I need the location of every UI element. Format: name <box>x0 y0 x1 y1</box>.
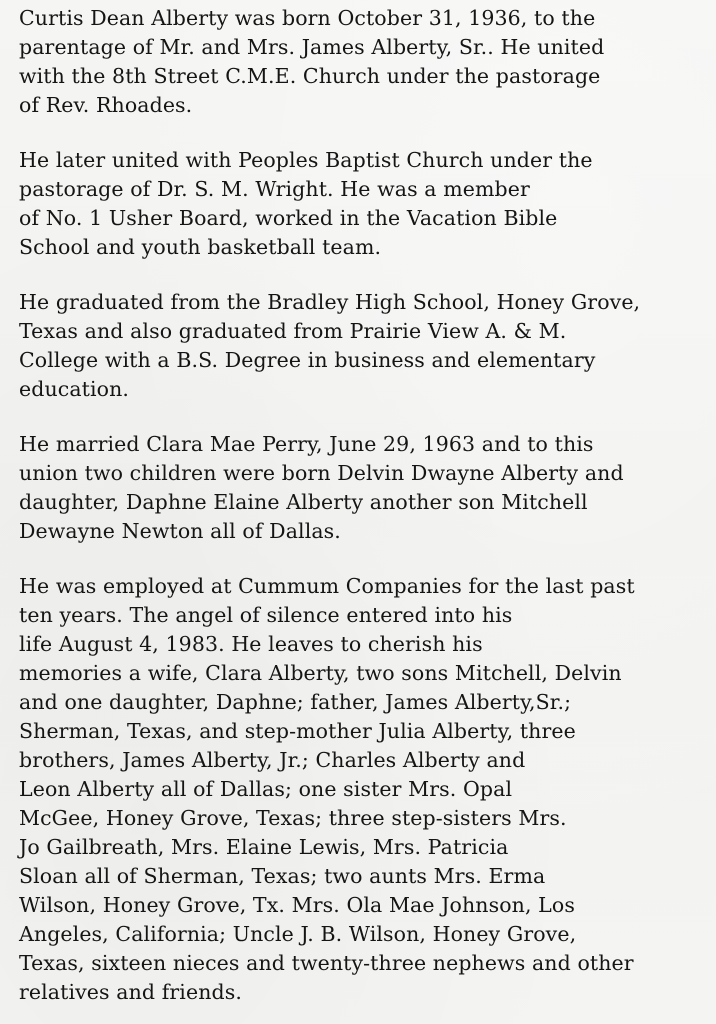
text-line: Angeles, California; Uncle J. B. Wilson, Honey Grove, <box>19 922 577 946</box>
text-line: Curtis Dean Alberty was born October 31, 1936, to the <box>19 6 596 30</box>
text-line: Sherman, Texas, and step-mother Julia Alberty, three <box>19 719 576 743</box>
paragraph-birth <box>19 4 709 120</box>
paragraph-church <box>19 146 709 262</box>
text-line: McGee, Honey Grove, Texas; three step-sisters Mrs. <box>19 806 567 830</box>
text-line: and one daughter, Daphne; father, James Alberty,Sr.; <box>19 690 572 714</box>
text-line: of Rev. Rhoades. <box>19 93 193 117</box>
text-line: He was employed at Cummum Companies for the last past <box>19 574 635 598</box>
text-line: Texas, sixteen nieces and twenty-three nephews and other <box>19 951 634 975</box>
text-line: parentage of Mr. and Mrs. James Alberty, Sr.. He united <box>19 35 605 59</box>
text-line: memories a wife, Clara Alberty, two sons Mitchell, Delvin <box>19 661 622 685</box>
text-line: He graduated from the Bradley High School, Honey Grove, <box>19 290 641 314</box>
text-line: College with a B.S. Degree in business and elementary <box>19 348 596 372</box>
text-line: education. <box>19 377 130 401</box>
text-line: Jo Gailbreath, Mrs. Elaine Lewis, Mrs. Patricia <box>19 835 509 859</box>
paragraph-education <box>19 288 709 404</box>
text-line: daughter, Daphne Elaine Alberty another son Mitchell <box>19 490 588 514</box>
paragraph-survivors <box>19 572 709 1007</box>
text-line: Wilson, Honey Grove, Tx. Mrs. Ola Mae Johnson, Los <box>19 893 575 917</box>
text-line: School and youth basketball team. <box>19 235 382 259</box>
text-line: life August 4, 1983. He leaves to cherish his <box>19 632 483 656</box>
text-line: brothers, James Alberty, Jr.; Charles Alberty and <box>19 748 526 772</box>
text-line: union two children were born Delvin Dwayne Alberty and <box>19 461 624 485</box>
text-line: ten years. The angel of silence entered into his <box>19 603 513 627</box>
text-line: with the 8th Street C.M.E. Church under the pastorage <box>19 64 601 88</box>
paragraph-marriage <box>19 430 709 546</box>
text-line: He married Clara Mae Perry, June 29, 1963 and to this <box>19 432 594 456</box>
obituary-text <box>19 4 709 1024</box>
text-line: pastorage of Dr. S. M. Wright. He was a member <box>19 177 530 201</box>
text-line: He later united with Peoples Baptist Church under the <box>19 148 593 172</box>
text-line: Sloan all of Sherman, Texas; two aunts Mrs. Erma <box>19 864 546 888</box>
text-line: of No. 1 Usher Board, worked in the Vacation Bible <box>19 206 558 230</box>
text-line: Dewayne Newton all of Dallas. <box>19 519 341 543</box>
text-line: relatives and friends. <box>19 980 242 1004</box>
text-line: Leon Alberty all of Dallas; one sister Mrs. Opal <box>19 777 513 801</box>
text-line: Texas and also graduated from Prairie View A. & M. <box>19 319 567 343</box>
